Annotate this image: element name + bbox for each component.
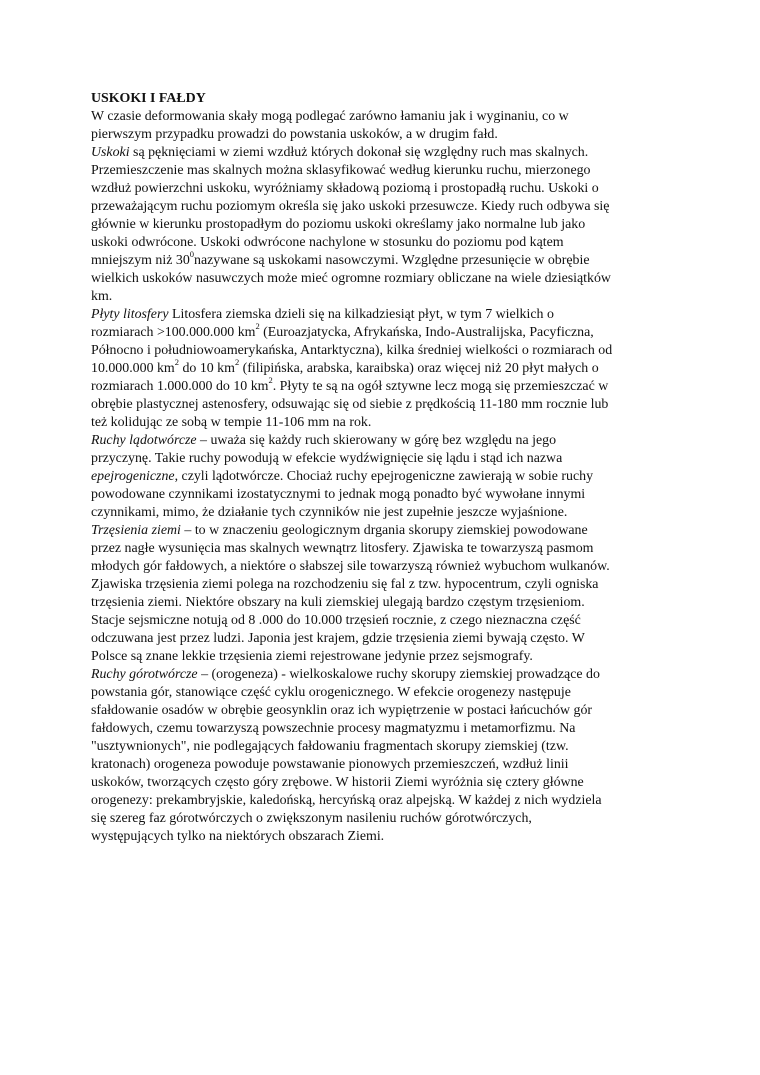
text-run: występujących tylko na niektórych obszarach Ziemi. bbox=[91, 829, 385, 844]
text-run: kratonach) orogeneza powoduje powstawanie pionowych przemieszczeń, wzdłuż linii bbox=[91, 757, 569, 772]
text-line bbox=[91, 810, 675, 828]
document-body bbox=[91, 108, 675, 846]
text-line bbox=[91, 270, 675, 288]
superscript: 2 bbox=[268, 375, 273, 386]
text-line bbox=[91, 126, 675, 144]
text-line bbox=[91, 414, 675, 432]
text-line bbox=[91, 375, 675, 396]
superscript: 2 bbox=[234, 357, 240, 368]
text-run: obrębie plastycznej astenosfery, odsuwając się od siebie z prędkością 11-180 mm rocznie lub bbox=[91, 397, 609, 412]
text-line bbox=[91, 540, 675, 558]
text-line bbox=[91, 198, 675, 216]
text-line bbox=[91, 321, 675, 342]
text-line bbox=[91, 792, 675, 810]
text-run: Litosfera ziemska dzieli się na kilkadziesiąt płyt, w tym 7 wielkich o bbox=[168, 307, 554, 322]
text-run: młodych gór fałdowych, a niektóre o słabszej sile towarzyszą również wybuchom wulkanów. bbox=[91, 559, 610, 574]
text-line bbox=[91, 522, 675, 540]
text-run: rozmiarach 1.000.000 do 10 km bbox=[91, 379, 269, 394]
text-run: . Płyty te są na ogół sztywne lecz mogą się przemieszczać w bbox=[272, 379, 609, 394]
text-line bbox=[91, 249, 675, 270]
text-run: – (orogeneza) - wielkoskalowe ruchy skorupy ziemskiej prowadzące do bbox=[197, 667, 600, 682]
text-run: uskoki odwrócone. Uskoki odwrócone nachylone w stosunku do poziomu pod kątem bbox=[91, 235, 564, 250]
text-run: (Euroazjatycka, Afrykańska, Indo-Australijska, Pacyficzna, bbox=[259, 325, 594, 340]
text-line bbox=[91, 288, 675, 306]
superscript: 2 bbox=[255, 321, 260, 332]
italic-term: Trzęsienia ziemi bbox=[91, 523, 181, 538]
document-page bbox=[91, 90, 675, 846]
text-line bbox=[91, 774, 675, 792]
text-run: pierwszym przypadku prowadzi do powstania uskoków, a w drugim fałd. bbox=[91, 127, 498, 142]
text-run: przyczynę. Takie ruchy powodują w efekcie wydźwignięcie się lądu i stąd ich nazwa bbox=[91, 451, 563, 466]
superscript: 2 bbox=[174, 357, 179, 368]
text-run: sfałdowanie osadów w obrębie geosynklin oraz ich wypiętrzenie w postaci łańcuchów gór bbox=[91, 703, 593, 718]
text-line bbox=[91, 108, 675, 126]
text-line bbox=[91, 558, 675, 576]
text-line bbox=[91, 828, 675, 846]
text-run: mniejszym niż 30 bbox=[91, 253, 190, 268]
text-line bbox=[91, 216, 675, 234]
text-run: W czasie deformowania skały mogą podlegać zarówno łamaniu jak i wyginaniu, co w bbox=[91, 109, 569, 124]
text-run: Polsce są znane lekkie trzęsienia ziemi rejestrowane jedynie przez sejsmografy. bbox=[91, 649, 533, 664]
text-run: czynnikami, mimo, że działanie tych czynników nie jest zupełnie jeszcze wyjaśnione. bbox=[91, 505, 568, 520]
text-line bbox=[91, 234, 675, 252]
text-run: Przemieszczenie mas skalnych można sklasyfikować według kierunku ruchu, mierzonego bbox=[91, 163, 591, 178]
text-line bbox=[91, 306, 675, 324]
text-run: się szereg faz górotwórczych o zwiększonym nasileniu ruchów górotwórczych, bbox=[91, 811, 532, 826]
text-line bbox=[91, 576, 675, 594]
text-run: – to w znaczeniu geologicznym drgania skorupy ziemskiej powodowane bbox=[180, 523, 588, 538]
text-run: orogenezy: prekambryjskie, kaledońską, hercyńską oraz alpejską. W każdej z nich wydziela bbox=[91, 793, 602, 808]
text-line bbox=[91, 144, 675, 162]
text-run: powstania gór, stanowiące część cyklu orogenicznego. W efekcie orogenezy następuje bbox=[91, 685, 571, 700]
text-run: Północno i południowoamerykańska, Antarktyczna), kilka średniej wielkości o rozmiarach od bbox=[91, 343, 613, 358]
text-run: fałdowych, czemu towarzyszą powszechnie procesy magmatyzmu i metamorfizmu. Na bbox=[91, 721, 576, 736]
text-line bbox=[91, 756, 675, 774]
italic-term: Ruchy górotwórcze bbox=[91, 667, 198, 682]
text-line bbox=[91, 450, 675, 468]
text-line bbox=[91, 486, 675, 504]
text-line bbox=[91, 504, 675, 522]
text-run: 10.000.000 km bbox=[91, 361, 175, 376]
text-run: – uważa się każdy ruch skierowany w górę bez względu na jego bbox=[196, 433, 557, 448]
text-run: Stacje sejsmiczne notują od 8 .000 do 10.000 trzęsień rocznie, z czego nieznaczna część bbox=[91, 613, 581, 628]
text-run: do 10 km bbox=[178, 361, 235, 376]
text-run: wzdłuż powierzchni uskoku, wyróżniamy składową poziomą i prostopadłą ruchu. Uskoki o bbox=[91, 181, 599, 196]
text-line bbox=[91, 162, 675, 180]
text-line bbox=[91, 630, 675, 648]
text-line bbox=[91, 432, 675, 450]
text-run: przeważającym ruchu poziomym określa się jako uskoki przesuwcze. Kiedy ruch odbywa się bbox=[91, 199, 610, 214]
text-line bbox=[91, 702, 675, 720]
italic-term: Płyty litosfery bbox=[91, 307, 169, 322]
text-run: Zjawiska trzęsienia ziemi polega na rozchodzeniu się fal z tzw. hypocentrum, czyli ogniska bbox=[91, 577, 599, 592]
text-run: głównie w kierunku prostopadłym do poziomu uskoki określamy jako normalne lub jako bbox=[91, 217, 586, 232]
text-run: trzęsienia ziemi. Niektóre obszary na kuli ziemskiej ulegają bardzo częstym trzęsieniom. bbox=[91, 595, 585, 610]
text-line bbox=[91, 357, 675, 378]
text-run: wielkich uskoków nasuwczych może mieć ogromne rozmiary obliczane na wiele dziesiątków bbox=[91, 271, 611, 286]
italic-term: Ruchy lądotwórcze bbox=[91, 433, 197, 448]
italic-term: Uskoki bbox=[91, 145, 130, 160]
text-line bbox=[91, 648, 675, 666]
superscript: 0 bbox=[189, 249, 195, 260]
text-run: przez nagłe wysunięcia mas skalnych wewnątrz litosfery. Zjawiska te towarzyszą pasmom bbox=[91, 541, 594, 556]
text-run: powodowane czynnikami izostatycznymi to jednak mogą ponadto być wywołane innymi bbox=[91, 487, 586, 502]
text-run: (filipińska, arabska, karaibska) oraz więcej niż 20 płyt małych o bbox=[239, 361, 599, 376]
text-line bbox=[91, 666, 675, 684]
text-run: odczuwana jest przez ludzi. Japonia jest krajem, gdzie trzęsienia ziemi bywają często. W bbox=[91, 631, 585, 646]
document-title: USKOKI I FAŁDY bbox=[91, 91, 206, 106]
italic-term: epejrogeniczne bbox=[91, 469, 175, 484]
text-line bbox=[91, 612, 675, 630]
text-line bbox=[91, 720, 675, 738]
text-run: rozmiarach >100.000.000 km bbox=[91, 325, 256, 340]
text-line bbox=[91, 468, 675, 486]
text-line bbox=[91, 180, 675, 198]
text-line bbox=[91, 396, 675, 414]
text-run: "usztywnionych", nie podlegających fałdowaniu fragmentach skorupy ziemskiej (tzw. bbox=[91, 739, 569, 754]
text-run: uskoków, tworzących często góry zrębowe. W historii Ziemi wyróżnia się cztery główne bbox=[91, 775, 584, 790]
text-line bbox=[91, 594, 675, 612]
text-run: , czyli lądotwórcze. Chociaż ruchy epejrogeniczne zawierają w sobie ruchy bbox=[174, 469, 594, 484]
text-run: są pęknięciami w ziemi wzdłuż których dokonał się względny ruch mas skalnych. bbox=[129, 145, 589, 160]
text-run: nazywane są uskokami nasowczymi. Względne przesunięcie w obrębie bbox=[194, 253, 590, 268]
text-run: też kolidując ze sobą w tempie 11-106 mm na rok. bbox=[91, 415, 372, 430]
text-line bbox=[91, 738, 675, 756]
text-line bbox=[91, 684, 675, 702]
text-run: km. bbox=[91, 289, 113, 304]
